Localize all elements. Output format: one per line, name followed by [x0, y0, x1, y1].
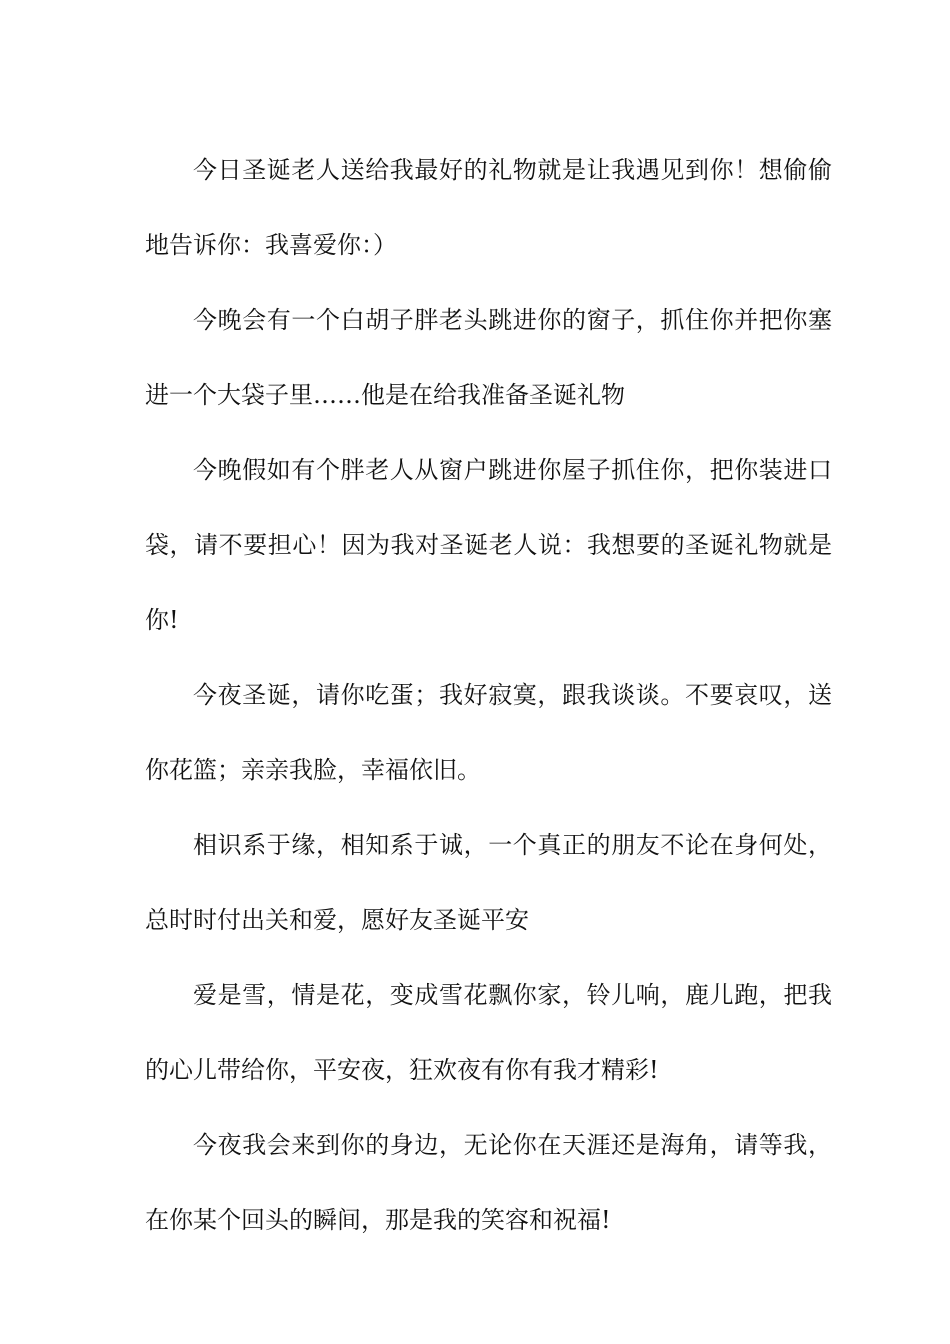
paragraph: 今夜我会来到你的身边，无论你在天涯还是海角，请等我，在你某个回头的瞬间，那是我的笑容和祝福! — [145, 1131, 832, 1234]
paragraph: 今晚会有一个白胡子胖老头跳进你的窗子，抓住你并把你塞进一个大袋子里……他是在给我准备圣诞礼物 — [145, 306, 832, 409]
paragraph: 今日圣诞老人送给我最好的礼物就是让我遇见到你！想偷偷地告诉你：我喜爱你：） — [145, 156, 832, 259]
paragraph: 相识系于缘，相知系于诚，一个真正的朋友不论在身何处，总时时付出关和爱，愿好友圣诞平安 — [145, 831, 832, 934]
paragraph: 今晚假如有个胖老人从窗户跳进你屋子抓住你，把你装进口袋，请不要担心！因为我对圣诞老人说：我想要的圣诞礼物就是你! — [145, 456, 832, 634]
paragraph: 爱是雪，情是花，变成雪花飘你家，铃儿响，鹿儿跑，把我的心儿带给你，平安夜，狂欢夜有你有我才精彩! — [145, 981, 832, 1084]
paragraph: 今夜圣诞，请你吃蛋；我好寂寞，跟我谈谈。不要哀叹，送你花篮；亲亲我脸，幸福依旧。 — [145, 681, 832, 784]
